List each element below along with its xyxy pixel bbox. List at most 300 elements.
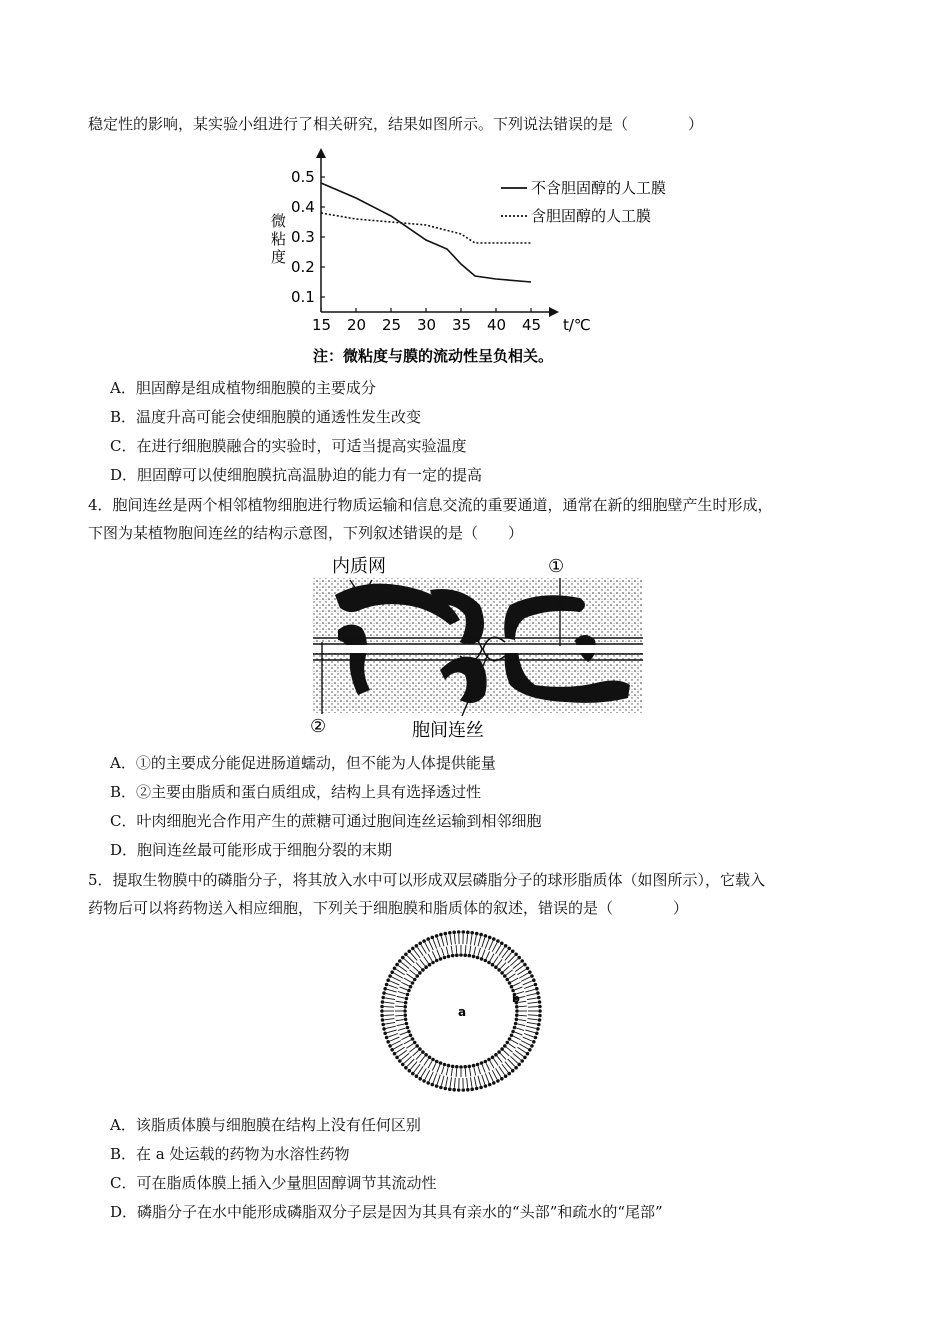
phospholipid-head xyxy=(537,1023,541,1027)
phospholipid-head xyxy=(523,1056,527,1060)
phospholipid-head xyxy=(511,1030,515,1034)
phospholipid-head xyxy=(444,1087,448,1091)
phospholipid-head xyxy=(535,987,539,991)
phospholipid-tail xyxy=(510,959,517,966)
phospholipid-tail xyxy=(429,1072,433,1081)
phospholipid-head xyxy=(452,931,456,935)
liposome-diagram xyxy=(378,928,544,1094)
phospholipid-head xyxy=(536,991,540,995)
phospholipid-tail xyxy=(389,985,398,988)
phospholipid-tail xyxy=(397,1024,405,1026)
phospholipid-head xyxy=(500,1047,504,1051)
label-1: ① xyxy=(548,556,565,577)
phospholipid-head xyxy=(404,1018,408,1022)
phospholipid-tail xyxy=(396,1047,404,1052)
phospholipid-tail xyxy=(518,1020,526,1021)
chart-series xyxy=(321,183,531,282)
phospholipid-tail xyxy=(508,1059,515,1066)
phospholipid-head xyxy=(395,1056,399,1060)
phospholipid-tail xyxy=(496,945,501,954)
q3-option-c: C．在进行细胞膜融合的实验时，可适当提高实验温度 xyxy=(110,437,467,455)
phospholipid-tail xyxy=(519,973,528,978)
phospholipid-head xyxy=(431,1083,435,1087)
chart-legend xyxy=(501,179,666,225)
phospholipid-head xyxy=(388,974,392,978)
phospholipid-head xyxy=(385,983,389,987)
phospholipid-head xyxy=(463,953,467,957)
phospholipid-head xyxy=(520,959,524,963)
phospholipid-head xyxy=(404,1001,408,1005)
x-tick-label: 40 xyxy=(487,316,507,334)
phospholipid-tail xyxy=(504,966,510,971)
phospholipid-head xyxy=(496,939,500,943)
phospholipid-head xyxy=(466,931,470,935)
phospholipid-head xyxy=(409,1034,413,1038)
q4-option-d: D．胞间连丝最可能形成于细胞分裂的末期 xyxy=(110,841,393,859)
phospholipid-head xyxy=(479,933,483,937)
phospholipid-head xyxy=(381,996,385,1000)
phospholipid-head xyxy=(381,1023,385,1027)
phospholipid-tail xyxy=(513,1053,521,1059)
x-axis-arrow xyxy=(549,307,559,317)
phospholipid-head xyxy=(401,1063,405,1067)
phospholipid-head xyxy=(514,1022,518,1026)
phospholipid-head xyxy=(538,1009,542,1013)
phospholipid-head xyxy=(403,1009,407,1013)
phospholipid-head xyxy=(443,956,447,960)
phospholipid-tail xyxy=(385,998,395,1000)
phospholipid-head xyxy=(413,978,417,982)
phospholipid-tail xyxy=(384,1007,394,1008)
phospholipid-head xyxy=(459,1065,463,1069)
q4-option-c: C．叶肉细胞光合作用产生的蔗糖可通过胞间连丝运输到相邻细胞 xyxy=(110,812,542,830)
middle-lamella xyxy=(313,645,643,653)
phospholipid-tail xyxy=(527,998,537,1000)
phospholipid-head xyxy=(411,1037,415,1041)
phospholipid-tail xyxy=(398,1028,406,1030)
phospholipid-tail xyxy=(432,1063,435,1070)
phospholipid-head xyxy=(480,957,484,961)
phospholipid-tail xyxy=(470,1068,471,1076)
phospholipid-head xyxy=(435,934,439,938)
phospholipid-tail xyxy=(509,1044,516,1049)
phospholipid-tail xyxy=(502,1064,508,1072)
phospholipid-tail xyxy=(414,1064,420,1072)
phospholipid-head xyxy=(462,930,466,934)
phospholipid-tail xyxy=(526,1026,536,1028)
phospholipid-tail xyxy=(504,1051,510,1056)
phospholipid-tail xyxy=(387,1030,397,1033)
phospholipid-head xyxy=(536,1027,540,1031)
phospholipid-tail xyxy=(519,1044,528,1049)
phospholipid-tail xyxy=(467,1078,468,1088)
phospholipid-head xyxy=(487,961,491,965)
phospholipid-head xyxy=(435,1084,439,1088)
phospholipid-tail xyxy=(478,937,481,947)
phospholipid-tail xyxy=(470,946,471,954)
phospholipid-head xyxy=(411,947,415,951)
phospholipid-head xyxy=(404,1066,408,1070)
phospholipid-head xyxy=(514,953,518,957)
q5-stem-line1: 5．提取生物膜中的磷脂分子，将其放入水中可以形成双层磷脂分子的球形脂质体（如图所示），它载入 xyxy=(88,871,766,889)
x-axis-label: t/℃ xyxy=(563,316,591,334)
phospholipid-head xyxy=(517,1063,521,1067)
phospholipid-tail xyxy=(517,969,525,974)
phospholipid-tail xyxy=(513,962,521,968)
phospholipid-head xyxy=(383,1032,387,1036)
phospholipid-tail xyxy=(502,950,508,958)
y-tick-label: 0.4 xyxy=(291,198,315,216)
q5-option-a: A．该脂质体膜与细胞膜在结构上没有任何区别 xyxy=(110,1116,421,1134)
label-b: b xyxy=(512,992,520,1005)
phospholipid-tail xyxy=(407,974,414,979)
phospholipid-head xyxy=(472,955,476,959)
phospholipid-head xyxy=(388,1044,392,1048)
phospholipid-head xyxy=(415,974,419,978)
phospholipid-tail xyxy=(386,1026,396,1028)
phospholipid-head xyxy=(390,1048,394,1052)
phospholipid-tail xyxy=(437,938,440,948)
phospholipid-head xyxy=(395,963,399,967)
phospholipid-tail xyxy=(465,1069,466,1077)
phospholipid-head xyxy=(504,944,508,948)
phospholipid-tail xyxy=(528,1019,538,1020)
phospholipid-head xyxy=(439,957,443,961)
y-tick-label: 0.3 xyxy=(291,228,315,246)
phospholipid-tail xyxy=(450,935,452,945)
phospholipid-tail xyxy=(418,947,424,955)
phospholipid-head xyxy=(517,956,521,960)
phospholipid-head xyxy=(494,1053,498,1057)
phospholipid-head xyxy=(408,950,412,954)
phospholipid-tail xyxy=(478,1066,480,1074)
phospholipid-tail xyxy=(527,1022,537,1024)
phospholipid-head xyxy=(411,1072,415,1076)
phospholipid-head xyxy=(470,931,474,935)
phospholipid-tail xyxy=(397,996,405,998)
phospholipid-head xyxy=(455,953,459,957)
y-axis-arrow xyxy=(316,148,326,158)
phospholipid-tail xyxy=(519,1015,527,1016)
phospholipid-tail xyxy=(424,957,429,964)
phospholipid-head xyxy=(497,968,501,972)
phospholipid-tail xyxy=(400,987,407,990)
phospholipid-tail xyxy=(490,954,494,961)
phospholipid-tail xyxy=(432,952,435,959)
phospholipid-tail xyxy=(429,941,433,950)
phospholipid-head xyxy=(406,993,410,997)
phospholipid-tail xyxy=(414,950,420,958)
phospholipid-head xyxy=(398,959,402,963)
phospholipid-tail xyxy=(482,1065,485,1072)
phospholipid-tail xyxy=(499,1066,505,1074)
q5-option-c: C．可在脂质体膜上插入少量胆固醇调节其流动性 xyxy=(110,1174,437,1192)
x-tick-label: 30 xyxy=(417,316,437,334)
phospholipid-tail xyxy=(402,982,409,985)
phospholipid-head xyxy=(418,1047,422,1051)
phospholipid-head xyxy=(468,954,472,958)
phospholipid-head xyxy=(487,1058,491,1062)
phospholipid-head xyxy=(513,1026,517,1030)
phospholipid-head xyxy=(530,974,534,978)
q3-option-b: B．温度升高可能会使细胞膜的通透性发生改变 xyxy=(110,408,422,426)
phospholipid-tail xyxy=(501,963,506,969)
label-2: ② xyxy=(310,716,327,737)
phospholipid-head xyxy=(530,1044,534,1048)
phospholipid-head xyxy=(523,963,527,967)
phospholipid-tail xyxy=(402,1036,409,1039)
q4-stem-line2: 下图为某植物胞间连丝的结构示意图，下列叙述错误的是（ ） xyxy=(88,524,524,542)
phospholipid-tail xyxy=(437,1065,440,1072)
phospholipid-head xyxy=(526,967,530,971)
label-er: 内质网 xyxy=(332,556,386,577)
phospholipid-head xyxy=(383,987,387,991)
phospholipid-head xyxy=(503,974,507,978)
phospholipid-tail xyxy=(420,1056,425,1062)
phospholipid-head xyxy=(443,1063,447,1067)
phospholipid-tail xyxy=(518,1024,526,1026)
phospholipid-tail xyxy=(433,939,437,948)
x-tick-label: 35 xyxy=(452,316,472,334)
phospholipid-tail xyxy=(524,985,533,988)
phospholipid-head xyxy=(381,1018,385,1022)
phospholipid-head xyxy=(401,956,405,960)
phospholipid-head xyxy=(382,991,386,995)
phospholipid-tail xyxy=(413,1051,419,1056)
phospholipid-tail xyxy=(513,1036,520,1039)
phospholipid-head xyxy=(492,1081,496,1085)
phospholipid-head xyxy=(428,963,432,967)
phospholipid-head xyxy=(421,968,425,972)
x-tick-label: 20 xyxy=(347,316,367,334)
phospholipid-head xyxy=(463,1065,467,1069)
phospholipid-tail xyxy=(392,977,401,981)
x-tick-label: 45 xyxy=(522,316,542,334)
phospholipid-head xyxy=(528,1048,532,1052)
phospholipid-head xyxy=(515,1018,519,1022)
phospholipid-head xyxy=(538,1018,542,1022)
phospholipid-head xyxy=(494,965,498,969)
phospholipid-head xyxy=(439,1061,443,1065)
phospholipid-head xyxy=(538,1000,542,1004)
phospholipid-head xyxy=(380,1009,384,1013)
q3-stem: 稳定性的影响，某实验小组进行了相关研究，结果如图所示。下列说法错误的是（ ） xyxy=(88,115,704,133)
phospholipid-tail xyxy=(387,989,397,992)
phospholipid-head xyxy=(504,1074,508,1078)
phospholipid-head xyxy=(457,1088,461,1092)
phospholipid-tail xyxy=(515,966,523,972)
phospholipid-tail xyxy=(501,1054,506,1060)
phospholipid-tail xyxy=(485,939,489,948)
phospholipid-tail xyxy=(416,1054,421,1060)
phospholipid-tail xyxy=(409,970,415,975)
phospholipid-tail xyxy=(404,978,411,982)
phospholipid-head xyxy=(451,1065,455,1069)
phospholipid-head xyxy=(459,953,463,957)
phospholipid-tail xyxy=(523,1037,532,1041)
phospholipid-tail xyxy=(400,1032,407,1035)
chart-axes xyxy=(316,148,559,317)
phospholipid-tail xyxy=(489,1072,493,1081)
phospholipid-tail xyxy=(492,1070,497,1079)
phospholipid-tail xyxy=(384,1015,394,1016)
phospholipid-tail xyxy=(428,1061,432,1068)
phospholipid-tail xyxy=(523,981,532,985)
phospholipid-tail xyxy=(482,938,485,948)
phospholipid-tail xyxy=(524,1034,533,1037)
phospholipid-tail xyxy=(494,957,499,964)
phospholipid-head xyxy=(511,950,515,954)
phospholipid-head xyxy=(538,1014,542,1018)
phospholipid-head xyxy=(398,1059,402,1063)
phospholipid-tail xyxy=(474,1077,476,1087)
phospholipid-tail xyxy=(385,1002,395,1003)
phospholipid-tail xyxy=(450,1077,452,1087)
phospholipid-tail xyxy=(446,1077,448,1087)
phospholipid-head xyxy=(439,933,443,937)
phospholipid-head xyxy=(421,1050,425,1054)
phospholipid-tail xyxy=(496,1068,501,1077)
phospholipid-tail xyxy=(446,936,448,946)
phospholipid-head xyxy=(515,1005,519,1009)
x-tick-label: 15 xyxy=(312,316,332,334)
phospholipid-head xyxy=(407,989,411,993)
phospholipid-tail xyxy=(478,948,480,956)
phospholipid-head xyxy=(381,1000,385,1004)
q4-stem-line1: 4．胞间连丝是两个相邻植物细胞进行物质运输和信息交流的重要通道，通常在新的细胞壁产生时形成， xyxy=(88,496,773,514)
phospholipid-head xyxy=(476,956,480,960)
phospholipid-tail xyxy=(451,946,452,954)
phospholipid-head xyxy=(431,961,435,965)
phospholipid-head xyxy=(526,1052,530,1056)
phospholipid-tail xyxy=(395,1015,403,1016)
phospholipid-tail xyxy=(390,1037,399,1041)
phospholipid-head xyxy=(508,1037,512,1041)
phospholipid-tail xyxy=(511,978,518,982)
phospholipid-tail xyxy=(478,1076,481,1086)
q3-option-d: D．胆固醇可以使细胞膜抗高温胁迫的能力有一定的提高 xyxy=(110,466,483,484)
phospholipid-head xyxy=(415,1044,419,1048)
phospholipid-tail xyxy=(385,1022,395,1024)
phospholipid-tail xyxy=(497,959,502,965)
phospholipid-tail xyxy=(401,1053,409,1059)
phospholipid-head xyxy=(415,944,419,948)
q4-option-b: B．②主要由脂质和蛋白质组成，结构上具有选择透过性 xyxy=(110,783,482,801)
phospholipid-head xyxy=(510,985,514,989)
phospholipid-tail xyxy=(515,1032,522,1035)
phospholipid-head xyxy=(403,1013,407,1017)
phospholipid-head xyxy=(413,1041,417,1045)
phospholipid-tail xyxy=(490,1061,494,1068)
phospholipid-tail xyxy=(513,982,520,985)
phospholipid-head xyxy=(484,1060,488,1064)
phospholipid-head xyxy=(407,1030,411,1034)
phospholipid-head xyxy=(475,932,479,936)
phospholipid-head xyxy=(491,1056,495,1060)
phospholipid-tail xyxy=(494,1059,499,1066)
phospholipid-head xyxy=(403,1005,407,1009)
chart-note: 注：微粘度与膜的流动性呈负相关。 xyxy=(313,347,554,365)
phospholipid-tail xyxy=(409,1047,415,1052)
phospholipid-tail xyxy=(421,945,426,954)
phospholipid-head xyxy=(479,1086,483,1090)
phospholipid-tail xyxy=(506,970,512,975)
phospholipid-tail xyxy=(390,981,399,985)
phospholipid-tail xyxy=(401,962,409,968)
phospholipid-head xyxy=(492,937,496,941)
phospholipid-head xyxy=(457,930,461,934)
phospholipid-tail xyxy=(394,1044,403,1049)
phospholipid-tail xyxy=(433,1073,437,1082)
phospholipid-tail xyxy=(471,1077,473,1087)
phospholipid-tail xyxy=(517,1047,525,1052)
q5-option-b: B．在 a 处运载的药物为水溶性药物 xyxy=(110,1145,350,1163)
phospholipid-head xyxy=(532,1040,536,1044)
phospholipid-head xyxy=(431,1058,435,1062)
y-tick-label: 0.2 xyxy=(291,258,315,276)
phospholipid-tail xyxy=(385,1019,395,1020)
legend-label-0: 不含胆固醇的人工膜 xyxy=(531,179,667,197)
phospholipid-head xyxy=(444,932,448,936)
phospholipid-head xyxy=(520,1059,524,1063)
q5-stem-line2: 药物后可以将药物送入相应细胞，下列关于细胞膜和脂质体的叙述，错误的是（ ） xyxy=(88,899,689,917)
phospholipid-tail xyxy=(418,1066,424,1074)
phospholipid-tail xyxy=(389,1034,398,1037)
phospholipid-head xyxy=(408,1069,412,1073)
phospholipid-head xyxy=(393,967,397,971)
phospholipid-head xyxy=(497,1050,501,1054)
phospholipid-tail xyxy=(528,1007,538,1008)
phospholipid-tail xyxy=(489,941,493,950)
phospholipid-tail xyxy=(521,977,530,981)
phospholipid-head xyxy=(426,937,430,941)
phospholipid-head xyxy=(538,1005,542,1009)
phospholipid-tail xyxy=(394,973,403,978)
phospholipid-tail xyxy=(454,1078,455,1088)
phospholipid-tail xyxy=(521,1041,530,1045)
phospholipid-tail xyxy=(404,1040,411,1044)
phospholipid-tail xyxy=(510,1056,517,1063)
phospholipid-tail xyxy=(404,959,411,966)
phospholipid-tail xyxy=(428,954,432,961)
phospholipid-head xyxy=(515,1013,519,1017)
phospholipid-head xyxy=(393,1052,397,1056)
phospholipid-tail xyxy=(515,1050,523,1056)
phospholipid-tail xyxy=(446,1068,448,1076)
phospholipid-head xyxy=(405,997,409,1001)
phospholipid-head xyxy=(535,1032,539,1036)
series-line-1 xyxy=(321,213,531,243)
phospholipid-tail xyxy=(398,992,406,994)
phospholipid-tail xyxy=(505,1062,512,1070)
phospholipid-head xyxy=(488,1083,492,1087)
phospholipid-head xyxy=(447,955,451,959)
phospholipid-head xyxy=(426,1081,430,1085)
q5-option-d: D．磷脂分子在水中能形成磷脂双分子层是因为其具有亲水的“头部”和疏水的“尾部” xyxy=(110,1203,663,1221)
phospholipid-tail xyxy=(411,1062,418,1070)
phospholipid-tail xyxy=(404,1056,411,1063)
phospholipid-head xyxy=(448,931,452,935)
phospholipid-head xyxy=(424,965,428,969)
phospholipid-head xyxy=(484,1084,488,1088)
phospholipid-tail xyxy=(474,947,476,955)
phospholipid-tail xyxy=(437,1075,440,1085)
phospholipid-tail xyxy=(407,1044,414,1049)
phospholipid-head xyxy=(466,1088,470,1092)
phospholipid-tail xyxy=(442,948,444,956)
phospholipid-head xyxy=(418,971,422,975)
phospholipid-head xyxy=(380,1014,384,1018)
